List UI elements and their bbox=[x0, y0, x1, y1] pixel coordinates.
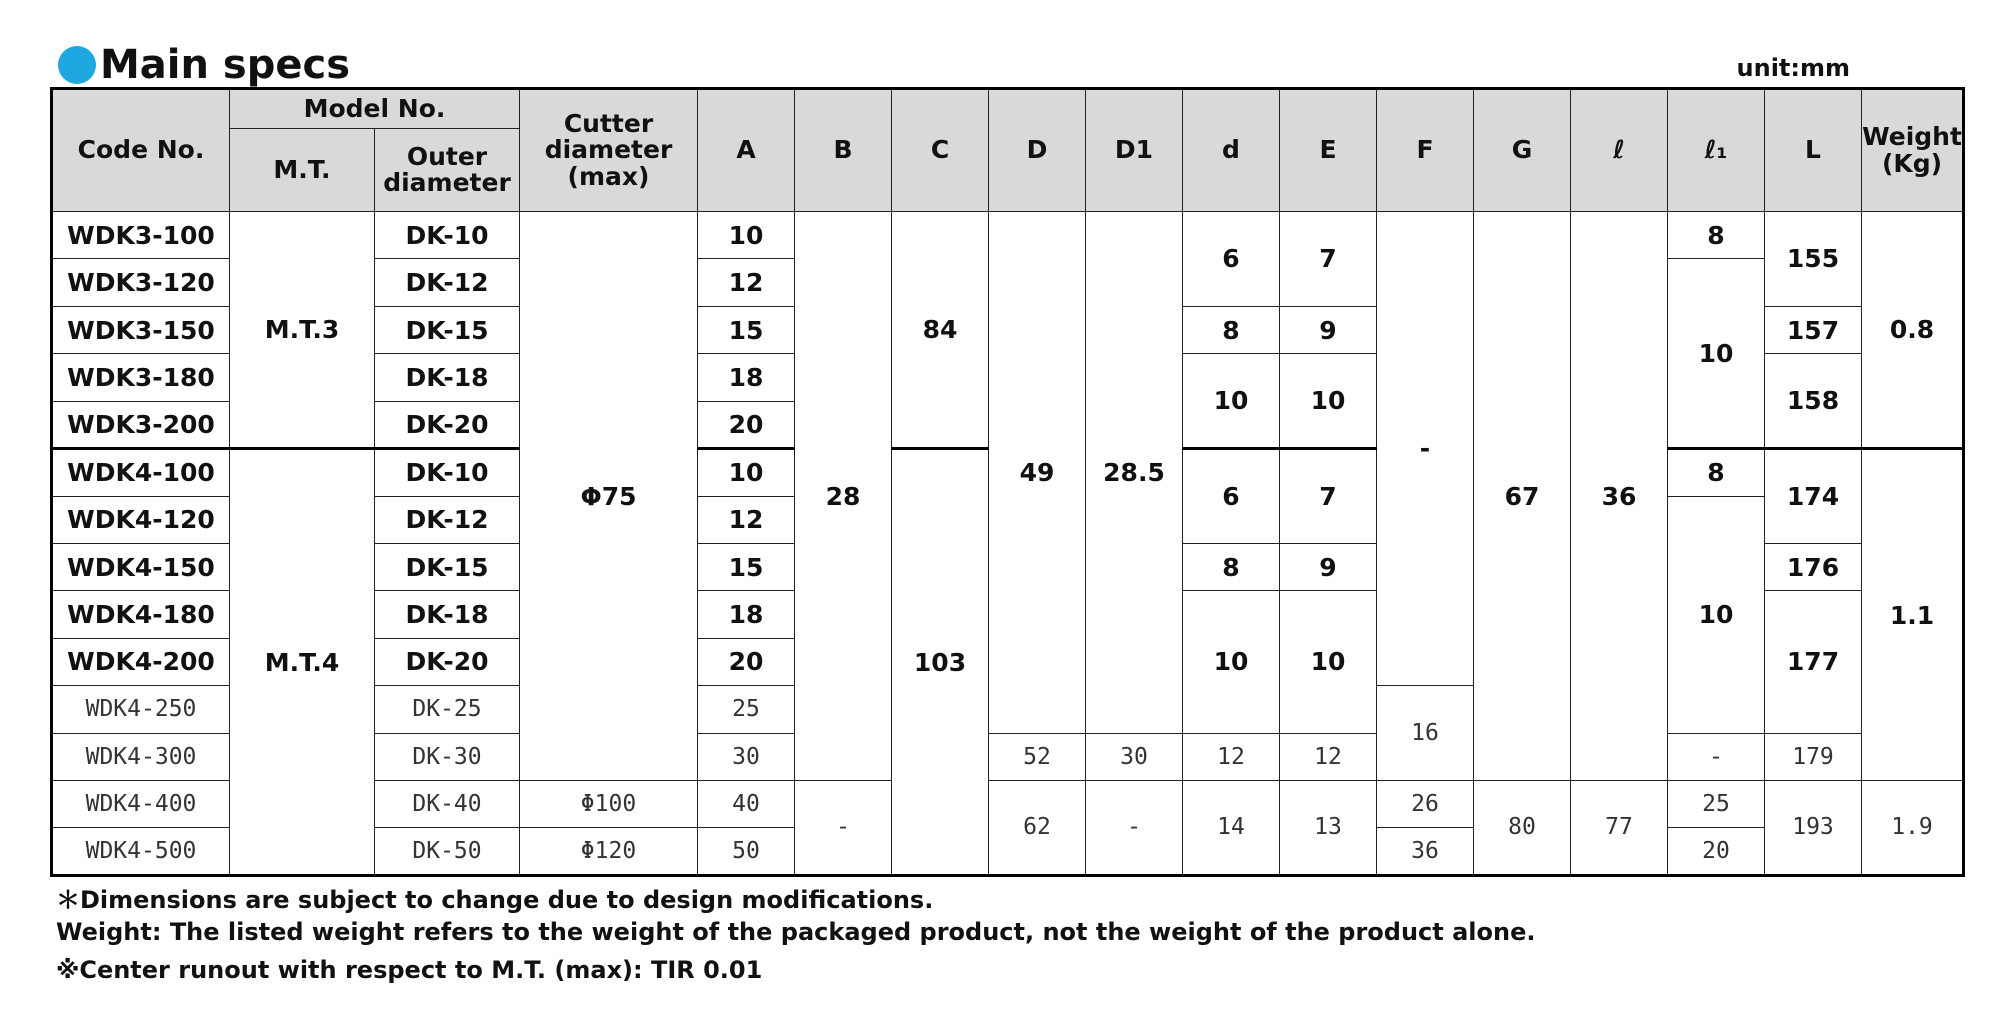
outer-cell: DK-10 bbox=[375, 212, 520, 259]
code-cell: WDK3-100 bbox=[52, 212, 230, 259]
weight-cell: 1.1 bbox=[1862, 449, 1964, 781]
unit-label: unit:mm bbox=[1736, 54, 1850, 82]
code-cell: WDK4-500 bbox=[52, 828, 230, 876]
l1-cell: 10 bbox=[1668, 259, 1765, 449]
f-cell: 36 bbox=[1377, 828, 1474, 876]
note-design-change: ＊Dimensions are subject to change due to design modifications. bbox=[56, 886, 934, 914]
outer-cell: DK-50 bbox=[375, 828, 520, 876]
outer-cell: DK-12 bbox=[375, 496, 520, 543]
code-cell: WDK4-250 bbox=[52, 686, 230, 733]
code-cell: WDK3-200 bbox=[52, 401, 230, 448]
e-cell: 10 bbox=[1280, 591, 1377, 733]
f-cell: 16 bbox=[1377, 686, 1474, 781]
e-cell: 7 bbox=[1280, 212, 1377, 307]
d1-cell: 30 bbox=[1086, 733, 1183, 780]
code-cell: WDK4-180 bbox=[52, 591, 230, 638]
header-mt: M.T. bbox=[230, 129, 375, 212]
small-d-cell: 6 bbox=[1183, 212, 1280, 307]
header-f: F bbox=[1377, 89, 1474, 212]
outer-cell: DK-25 bbox=[375, 686, 520, 733]
small-d-cell: 14 bbox=[1183, 780, 1280, 875]
cutter-cell: Φ75 bbox=[520, 212, 698, 781]
weight-cell: 1.9 bbox=[1862, 780, 1964, 875]
a-cell: 30 bbox=[698, 733, 795, 780]
small-d-cell: 10 bbox=[1183, 591, 1280, 733]
b-cell: 28 bbox=[795, 212, 892, 781]
outer-cell: DK-10 bbox=[375, 449, 520, 496]
outer-cell: DK-18 bbox=[375, 354, 520, 401]
big-l-cell: 179 bbox=[1765, 733, 1862, 780]
header-small-d: d bbox=[1183, 89, 1280, 212]
small-d-cell: 8 bbox=[1183, 306, 1280, 353]
header-weight: Weight (Kg) bbox=[1862, 89, 1964, 212]
l1-cell: 20 bbox=[1668, 828, 1765, 876]
bullet-dot-icon bbox=[58, 46, 96, 84]
code-cell: WDK4-100 bbox=[52, 449, 230, 496]
header-g: G bbox=[1474, 89, 1571, 212]
d1-cell: 28.5 bbox=[1086, 212, 1183, 733]
header-a: A bbox=[698, 89, 795, 212]
a-cell: 20 bbox=[698, 638, 795, 685]
outer-cell: DK-18 bbox=[375, 591, 520, 638]
g-cell: 67 bbox=[1474, 212, 1571, 781]
small-d-cell: 10 bbox=[1183, 354, 1280, 449]
header-code-no: Code No. bbox=[52, 89, 230, 212]
g-cell: 80 bbox=[1474, 780, 1571, 875]
e-cell: 9 bbox=[1280, 306, 1377, 353]
code-cell: WDK3-150 bbox=[52, 306, 230, 353]
specs-table bbox=[50, 87, 1965, 877]
header-b: B bbox=[795, 89, 892, 212]
header-c: C bbox=[892, 89, 989, 212]
big-l-cell: 174 bbox=[1765, 449, 1862, 544]
weight-cell: 0.8 bbox=[1862, 212, 1964, 449]
a-cell: 15 bbox=[698, 543, 795, 590]
a-cell: 18 bbox=[698, 354, 795, 401]
e-cell: 9 bbox=[1280, 543, 1377, 590]
outer-cell: DK-20 bbox=[375, 638, 520, 685]
outer-cell: DK-15 bbox=[375, 306, 520, 353]
mt-cell: M.T.3 bbox=[230, 212, 375, 449]
table-row bbox=[52, 212, 1964, 259]
code-cell: WDK3-180 bbox=[52, 354, 230, 401]
l1-cell: 8 bbox=[1668, 449, 1765, 496]
d-cell: 49 bbox=[989, 212, 1086, 733]
big-l-cell: 155 bbox=[1765, 212, 1862, 307]
a-cell: 18 bbox=[698, 591, 795, 638]
outer-cell: DK-15 bbox=[375, 543, 520, 590]
d1-cell: - bbox=[1086, 780, 1183, 875]
header-d1: D1 bbox=[1086, 89, 1183, 212]
code-cell: WDK4-300 bbox=[52, 733, 230, 780]
l-cell: 77 bbox=[1571, 780, 1668, 875]
a-cell: 25 bbox=[698, 686, 795, 733]
c-cell: 84 bbox=[892, 212, 989, 449]
big-l-cell: 177 bbox=[1765, 591, 1862, 733]
header-cutter-diameter: Cutter diameter (max) bbox=[520, 89, 698, 212]
header-big-l: L bbox=[1765, 89, 1862, 212]
header-d: D bbox=[989, 89, 1086, 212]
cutter-cell: Φ120 bbox=[520, 828, 698, 876]
note-weight: Weight: The listed weight refers to the weight of the packaged product, not the weight of the product alone. bbox=[56, 918, 1536, 946]
c-cell: 103 bbox=[892, 449, 989, 876]
outer-cell: DK-12 bbox=[375, 259, 520, 306]
a-cell: 40 bbox=[698, 780, 795, 827]
header-l1: ℓ₁ bbox=[1668, 89, 1765, 212]
outer-cell: DK-40 bbox=[375, 780, 520, 827]
big-l-cell: 157 bbox=[1765, 306, 1862, 353]
a-cell: 50 bbox=[698, 828, 795, 876]
l1-cell: 25 bbox=[1668, 780, 1765, 827]
a-cell: 12 bbox=[698, 496, 795, 543]
f-cell: - bbox=[1377, 212, 1474, 686]
mt-cell: M.T.4 bbox=[230, 449, 375, 876]
l1-cell: 10 bbox=[1668, 496, 1765, 733]
header-l: ℓ bbox=[1571, 89, 1668, 212]
l1-cell: - bbox=[1668, 733, 1765, 780]
outer-cell: DK-20 bbox=[375, 401, 520, 448]
small-d-cell: 8 bbox=[1183, 543, 1280, 590]
header-outer-diameter: Outer diameter bbox=[375, 129, 520, 212]
big-l-cell: 158 bbox=[1765, 354, 1862, 449]
outer-cell: DK-30 bbox=[375, 733, 520, 780]
cutter-cell: Φ100 bbox=[520, 780, 698, 827]
a-cell: 20 bbox=[698, 401, 795, 448]
section-title: Main specs bbox=[100, 42, 350, 88]
small-d-cell: 6 bbox=[1183, 449, 1280, 544]
b-cell: - bbox=[795, 780, 892, 875]
e-cell: 7 bbox=[1280, 449, 1377, 544]
code-cell: WDK4-200 bbox=[52, 638, 230, 685]
a-cell: 15 bbox=[698, 306, 795, 353]
d-cell: 62 bbox=[989, 780, 1086, 875]
code-cell: WDK3-120 bbox=[52, 259, 230, 306]
a-cell: 12 bbox=[698, 259, 795, 306]
small-d-cell: 12 bbox=[1183, 733, 1280, 780]
l-cell: 36 bbox=[1571, 212, 1668, 781]
f-cell: 26 bbox=[1377, 780, 1474, 827]
note-runout: ※Center runout with respect to M.T. (max): TIR 0.01 bbox=[56, 956, 763, 984]
code-cell: WDK4-400 bbox=[52, 780, 230, 827]
a-cell: 10 bbox=[698, 449, 795, 496]
header-model-no: Model No. bbox=[230, 89, 520, 129]
e-cell: 10 bbox=[1280, 354, 1377, 449]
big-l-cell: 193 bbox=[1765, 780, 1862, 875]
e-cell: 12 bbox=[1280, 733, 1377, 780]
section-header bbox=[58, 40, 350, 90]
big-l-cell: 176 bbox=[1765, 543, 1862, 590]
code-cell: WDK4-150 bbox=[52, 543, 230, 590]
a-cell: 10 bbox=[698, 212, 795, 259]
header-e: E bbox=[1280, 89, 1377, 212]
d-cell: 52 bbox=[989, 733, 1086, 780]
l1-cell: 8 bbox=[1668, 212, 1765, 259]
code-cell: WDK4-120 bbox=[52, 496, 230, 543]
e-cell: 13 bbox=[1280, 780, 1377, 875]
